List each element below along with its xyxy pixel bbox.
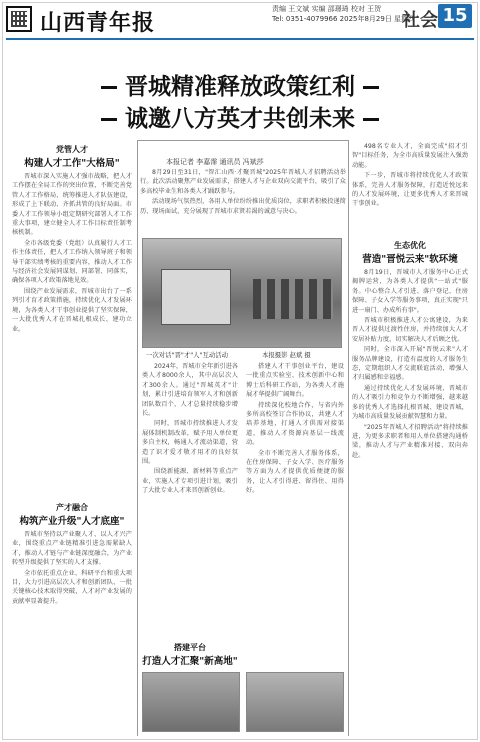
section-title-industry: 产才融合 构筑产业升级"人才底座" (19, 503, 125, 527)
bottom-photo-2 (246, 672, 344, 732)
editor-line-2: Tel: 0351-4079966 2025年8月29日 星期四 (272, 15, 416, 23)
byline: 本报记者 李嘉霈 通讯员 冯斌莎 (166, 158, 264, 166)
bottom-photo-1 (142, 672, 240, 732)
editor-info (272, 4, 415, 24)
article-column-1b: 晋城市坚持以产业聚人才、以人才兴产业，围绕重点产业链精准引进急需紧缺人才，推动人才链与产业链深度融合，为产业转型升级提供了坚实的人才支撑。 全市依托重点企业、科研平台和重大项目，大力引进高层次人才和创新团队，一批关键核心技术取得突破，人才对产业发展的贡献率显著提升。 (12, 531, 132, 605)
article-column-4: 8月19日，晋城市人才服务中心正式揭牌运营，为各类人才提供"一站式"服务。中心整合人才引进、落户登记、住房保障、子女入学等服务事项，真正实现"只进一扇门、办成所有事"。 晋城市积极推进人才公寓建设，为来晋人才提供过渡性住房，并持续加大人才安居补贴力度，切实解决人才后顾之忧。 同时，全市深入开展"晋悦云来"人才服务品牌建设，打造有温度的人才服务生态，定期组织人才交流联谊活动，增强人才归属感和幸福感。 通过持续优化人才发展环境，晋城市的人才吸引力和竞争力不断增强，越来越多的优秀人才选择扎根晋城、建设晋城，为城市高质量发展贡献智慧和力量。 "2025年晋城人才招聘活动"将持续推进，为更多求职者和用人单位搭建沟通桥梁，推动人才与产业精准对接、双向奔赴。 (352, 269, 468, 459)
section-title-party: 党管人才 构建人才工作"大格局" (24, 145, 120, 169)
section-name: 社会 (402, 10, 438, 31)
photo-crowd (253, 279, 333, 319)
article-column-4-top: 498名专业人才，全面完成"招才引智"目标任务，为全市高质量发展注入强劲动能。 下一步，晋城市将持续优化人才政策体系，完善人才服务保障，打造近悦远来的人才发展环境，让更多优秀人才来晋城干事创业。 (352, 143, 468, 208)
column-divider-2 (348, 140, 349, 736)
headline-line-1: 晋城精准释放政策红利 (0, 68, 480, 101)
masthead: 山西青年报 (40, 10, 156, 36)
article-column-2: 2024年，晋城市全年新引进各类人才8000余人，其中高层次人才300余人。通过"晋城英才"计划，累计引进培育领军人才和创新团队数百个，人才总量持续稳步增长。 同时，晋城市持续推进人才发展体制机制改革，赋予用人单位更多自主权，畅通人才流动渠道，营造了识才爱才敬才用才的良好氛围。 围绕新能源、新材料等重点产业，实施人才专项引进计划，吸引了大批专业人才来晋创新创业。 (142, 363, 238, 495)
photo-credit: 本报摄影 赵斌 摄 (262, 351, 311, 359)
article-column-3: 搭建人才干事创业平台，建设一批重点实验室、技术创新中心和博士后科研工作站，为各类人才施展才华提供广阔舞台。 持续深化校地合作，与省内外多所高校签订合作协议，共建人才培养基地，打通人才供需对接渠道，推动人才资源向基层一线流动。 全市不断完善人才服务体系，在住房保障、子女入学、医疗服务等方面为人才提供优质便捷的服务，让人才引得进、留得住、用得好。 (246, 363, 344, 495)
photo-banner (161, 269, 231, 325)
page-badge-icon: 15 (438, 4, 472, 28)
section-title-ecology: 生态优化 营造"晋悦云来"软环境 (362, 241, 458, 265)
qr-code-icon (6, 6, 32, 32)
photo-caption: 一次对话"晋"才"人"互动活动 (146, 351, 229, 359)
article-column-1: 晋城市深入实施人才强市战略，把人才工作摆在全局工作的突出位置，不断完善党管人才工作格局，统筹推进人才队伍建设，形成了上下联动、齐抓共管的良好局面。市委人才工作领导小组定期研究部署人才工作重大事项，建立健全人才工作目标责任制考核机制。 全市各级党委（党组）认真履行人才工作主体责任，把人才工作纳入领导班子和领导干部实绩考核的重要内容，推动人才工作与经济社会发展同谋划、同部署、同落实，确保各项人才政策落地见效。 围绕产业发展需求，晋城市出台了一系列引才育才政策措施，持续优化人才发展环境，为各类人才干事创业提供了坚实保障，一大批优秀人才在晋城扎根成长、建功立业。 (12, 173, 132, 333)
section-title-platform: 搭建平台 打造人才汇聚"新高地" (142, 643, 238, 667)
box-top-rule (138, 140, 348, 141)
header-rule (6, 38, 474, 40)
main-photo (142, 238, 342, 348)
editor-line-1: 责编 王文斌 实编 邵璟琦 校对 王贺 (272, 5, 382, 13)
column-divider-1 (137, 140, 138, 736)
intro-paragraph: 8月29日至31日，"智汇山西·才聚晋城"2025年晋城人才招聘活动举行。此次活动聚焦产业发展需求，搭建人才与企业双向交流平台，吸引了众多高校毕业生和各类人才踊跃参与。 活动现场气氛热烈，各用人单位纷纷推出优质岗位，求职者积极投递简历、现场面试，充分展现了晋城市求贤若渴的诚意与决心。 (140, 169, 346, 215)
headline-line-2: 诚邀八方英才共创未来 (0, 100, 480, 133)
